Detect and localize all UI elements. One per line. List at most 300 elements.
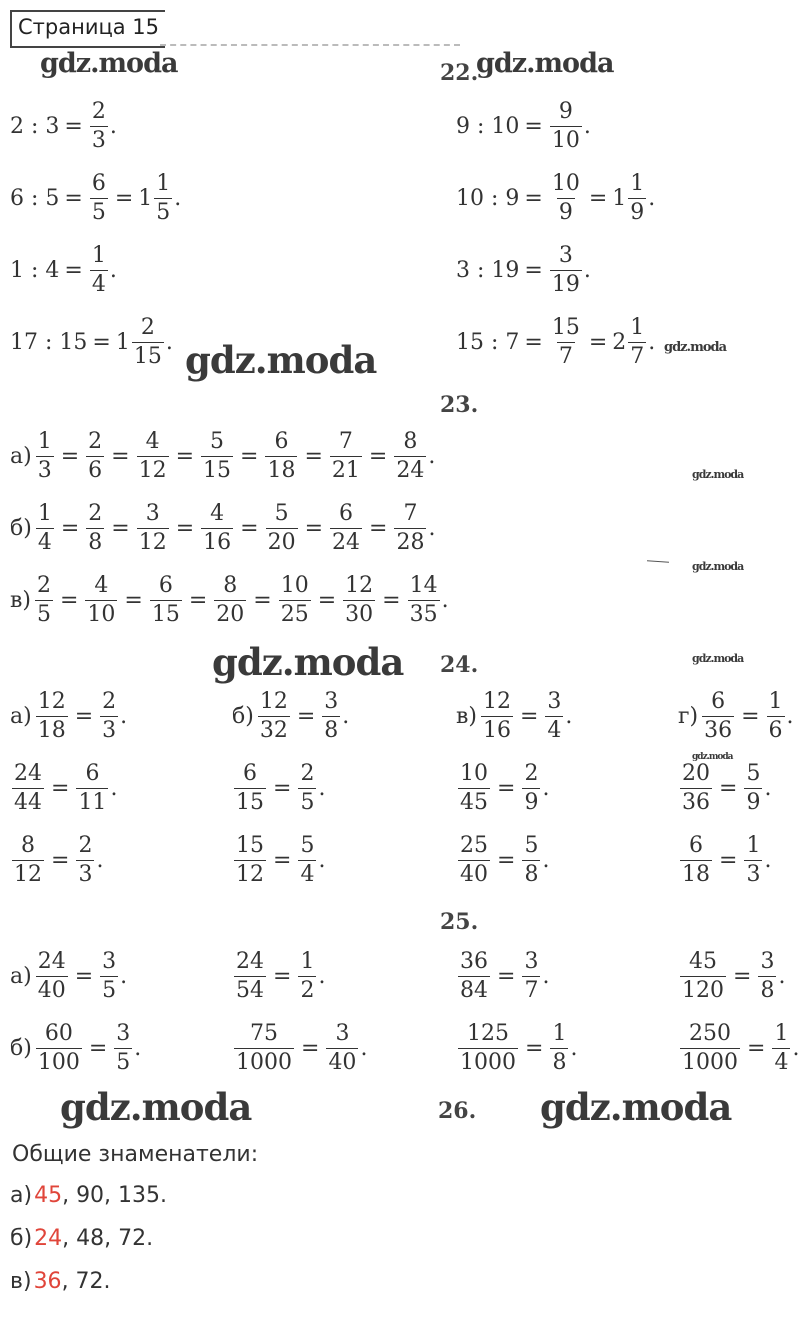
equals-sign: = bbox=[733, 964, 752, 990]
denominator: 32 bbox=[259, 718, 288, 744]
reduction-equation bbox=[232, 834, 325, 887]
equals-sign: = bbox=[60, 444, 80, 470]
equals-sign: = bbox=[240, 444, 259, 470]
numerator: 25 bbox=[460, 833, 488, 858]
denominator: 2 bbox=[300, 978, 315, 1004]
reduction-equation bbox=[232, 1022, 367, 1075]
equals-sign: = bbox=[719, 848, 738, 874]
equals-sign: = bbox=[741, 704, 760, 730]
denominator: 3 bbox=[746, 862, 761, 888]
denominator: 19 bbox=[551, 272, 580, 298]
numerator: 250 bbox=[689, 1021, 731, 1046]
numerator: 10 bbox=[551, 171, 580, 196]
numerator: 7 bbox=[338, 429, 353, 454]
equals-sign: = bbox=[497, 848, 516, 874]
numerator: 3 bbox=[524, 949, 539, 974]
expression: 9 : 10 bbox=[456, 114, 520, 140]
watermark: gdz.moda bbox=[40, 48, 178, 79]
denominator: 4 bbox=[300, 862, 315, 888]
numerator: 3 bbox=[102, 949, 117, 974]
division-equation bbox=[456, 100, 591, 153]
fraction bbox=[744, 762, 762, 815]
item-letter: б) bbox=[10, 1036, 32, 1062]
numerator: 3 bbox=[145, 501, 160, 526]
section-26-label: 26. bbox=[438, 1098, 477, 1124]
numerator: 3 bbox=[547, 689, 562, 714]
equals-sign: = bbox=[74, 704, 94, 730]
numerator: 2 bbox=[102, 689, 117, 714]
numerator: 6 bbox=[339, 501, 354, 526]
denominator: 20 bbox=[216, 602, 245, 628]
denominator: 12 bbox=[138, 530, 167, 556]
period: . bbox=[109, 114, 117, 140]
numerator: 14 bbox=[409, 573, 438, 598]
numerator: 2 bbox=[140, 315, 155, 340]
remaining-values: , 72. bbox=[61, 1269, 111, 1294]
reduction-equation bbox=[232, 950, 325, 1003]
fraction bbox=[628, 172, 646, 225]
numerator: 20 bbox=[682, 761, 710, 786]
fraction bbox=[522, 762, 540, 815]
equals-sign: = bbox=[524, 330, 543, 356]
equals-sign: = bbox=[111, 516, 130, 542]
reduction-equation bbox=[678, 950, 785, 1003]
fraction bbox=[394, 430, 426, 483]
fraction bbox=[767, 690, 785, 743]
denominator: 84 bbox=[460, 978, 488, 1004]
numerator: 6 bbox=[243, 761, 257, 786]
fraction bbox=[550, 172, 582, 225]
period: . bbox=[565, 704, 573, 730]
period: . bbox=[318, 848, 326, 874]
reduction-equation bbox=[678, 1022, 799, 1075]
fraction bbox=[545, 690, 563, 743]
denominator: 16 bbox=[482, 718, 511, 744]
denominator: 8 bbox=[324, 718, 339, 744]
numerator: 3 bbox=[558, 243, 573, 268]
reduction-equation bbox=[456, 1022, 577, 1075]
denominator: 5 bbox=[36, 602, 51, 628]
equals-sign: = bbox=[273, 964, 292, 990]
fraction bbox=[90, 244, 108, 297]
equals-sign: = bbox=[304, 516, 324, 542]
denominator: 9 bbox=[524, 790, 539, 816]
denominator: 4 bbox=[91, 272, 106, 298]
period: . bbox=[786, 704, 794, 730]
fraction bbox=[458, 834, 490, 887]
denominator: 3 bbox=[37, 458, 52, 484]
equals-sign: = bbox=[497, 964, 516, 990]
expression: 3 : 19 bbox=[456, 258, 520, 284]
fraction bbox=[744, 834, 762, 887]
watermark: gdz.moda bbox=[692, 652, 744, 665]
numerator: 2 bbox=[524, 761, 539, 786]
denominator: 25 bbox=[280, 602, 309, 628]
denominator: 7 bbox=[630, 344, 645, 370]
fraction bbox=[279, 574, 311, 627]
watermark: gdz.moda bbox=[185, 338, 377, 382]
fraction bbox=[458, 950, 490, 1003]
equals-sign: = bbox=[525, 1036, 544, 1062]
fraction bbox=[550, 100, 582, 153]
numerator: 1 bbox=[37, 429, 52, 454]
period: . bbox=[428, 444, 436, 470]
period: . bbox=[134, 1036, 142, 1062]
equals-sign: = bbox=[64, 186, 83, 212]
denominator: 40 bbox=[460, 862, 488, 888]
denominator: 9 bbox=[630, 200, 645, 226]
equals-sign: = bbox=[124, 588, 143, 614]
period: . bbox=[342, 704, 350, 730]
reduction-equation bbox=[232, 690, 349, 743]
numerator: 5 bbox=[524, 833, 539, 858]
numerator: 3 bbox=[760, 949, 775, 974]
fraction bbox=[522, 950, 540, 1003]
denominator: 24 bbox=[396, 458, 425, 484]
fraction bbox=[234, 950, 266, 1003]
fraction bbox=[76, 834, 94, 887]
denominator: 40 bbox=[37, 978, 66, 1004]
numerator: 12 bbox=[345, 573, 374, 598]
reduction-equation bbox=[10, 950, 127, 1003]
period: . bbox=[542, 776, 550, 802]
expression: 17 : 15 bbox=[10, 330, 88, 356]
fraction bbox=[628, 316, 646, 369]
denominator: 4 bbox=[547, 718, 562, 744]
period: . bbox=[165, 330, 173, 356]
numerator: 4 bbox=[145, 429, 160, 454]
numerator: 4 bbox=[94, 573, 109, 598]
period: . bbox=[764, 776, 772, 802]
numerator: 1 bbox=[768, 689, 783, 714]
fraction-chain bbox=[10, 430, 435, 483]
fraction bbox=[36, 430, 54, 483]
period: . bbox=[318, 964, 326, 990]
denominator: 35 bbox=[409, 602, 438, 628]
item-letter: а) bbox=[10, 964, 32, 990]
denominator: 12 bbox=[14, 862, 42, 888]
divider bbox=[160, 44, 460, 46]
numerator: 15 bbox=[236, 833, 264, 858]
fraction bbox=[458, 762, 490, 815]
whole-part: 1 bbox=[115, 330, 130, 356]
period: . bbox=[542, 964, 550, 990]
section-25-label: 25. bbox=[440, 909, 479, 935]
whole-part: 1 bbox=[138, 186, 153, 212]
numerator: 2 bbox=[88, 501, 103, 526]
watermark: gdz.moda bbox=[692, 560, 744, 573]
item-letter: б) bbox=[232, 704, 254, 730]
denominator: 30 bbox=[345, 602, 374, 628]
equals-sign: = bbox=[240, 516, 259, 542]
fraction bbox=[36, 690, 68, 743]
item-letter: в) bbox=[10, 1269, 32, 1294]
fraction bbox=[266, 502, 298, 555]
highlighted-value: 36 bbox=[33, 1269, 62, 1294]
equals-sign: = bbox=[51, 848, 70, 874]
highlighted-value: 24 bbox=[34, 1226, 63, 1251]
fraction bbox=[326, 1022, 358, 1075]
fraction bbox=[680, 1022, 740, 1075]
denominator: 5 bbox=[116, 1050, 131, 1076]
equals-sign: = bbox=[64, 258, 83, 284]
numerator: 5 bbox=[210, 429, 225, 454]
division-equation bbox=[10, 244, 117, 297]
equals-sign: = bbox=[175, 516, 195, 542]
period: . bbox=[110, 776, 118, 802]
denominator: 5 bbox=[156, 200, 171, 226]
watermark: gdz.moda bbox=[212, 640, 404, 684]
reduction-equation bbox=[10, 762, 117, 815]
numerator: 10 bbox=[280, 573, 309, 598]
reduction-equation bbox=[10, 834, 103, 887]
reduction-equation bbox=[678, 690, 794, 743]
reduction-equation bbox=[456, 762, 549, 815]
fraction bbox=[702, 690, 734, 743]
equals-sign: = bbox=[64, 114, 83, 140]
equals-sign: = bbox=[304, 444, 323, 470]
equals-sign: = bbox=[51, 776, 70, 802]
denominator: 7 bbox=[558, 344, 573, 370]
denominator: 21 bbox=[331, 458, 360, 484]
numerator: 1 bbox=[630, 315, 645, 340]
numerator: 1 bbox=[300, 949, 315, 974]
denominator: 18 bbox=[37, 718, 66, 744]
division-equation bbox=[10, 316, 173, 369]
watermark: gdz.moda bbox=[664, 340, 727, 355]
fraction bbox=[100, 690, 118, 743]
fraction bbox=[550, 316, 582, 369]
numerator: 24 bbox=[14, 761, 42, 786]
fraction bbox=[76, 762, 108, 815]
numerator: 10 bbox=[460, 761, 488, 786]
numerator: 1 bbox=[630, 171, 645, 196]
fraction bbox=[201, 430, 233, 483]
fraction bbox=[35, 574, 53, 627]
denominator: 45 bbox=[460, 790, 488, 816]
period: . bbox=[542, 848, 550, 874]
denominator: 1000 bbox=[236, 1050, 292, 1076]
period: . bbox=[120, 704, 128, 730]
numerator: 2 bbox=[78, 833, 93, 858]
denominator: 5 bbox=[91, 200, 106, 226]
fraction bbox=[522, 834, 540, 887]
numerator: 2 bbox=[88, 429, 103, 454]
fraction bbox=[758, 950, 776, 1003]
watermark: gdz.moda bbox=[540, 1085, 732, 1129]
division-equation bbox=[456, 172, 655, 225]
denominator: 3 bbox=[78, 862, 93, 888]
fraction bbox=[298, 834, 316, 887]
fraction bbox=[680, 950, 726, 1003]
fraction bbox=[137, 502, 169, 555]
equals-sign: = bbox=[273, 848, 292, 874]
denominator: 15 bbox=[203, 458, 232, 484]
numerator: 12 bbox=[259, 689, 288, 714]
denominator: 100 bbox=[37, 1050, 80, 1076]
reduction-equation bbox=[456, 690, 572, 743]
fraction bbox=[86, 502, 104, 555]
highlighted-value: 45 bbox=[34, 1183, 63, 1208]
denominator: 18 bbox=[267, 458, 296, 484]
fraction bbox=[36, 1022, 82, 1075]
denominator: 12 bbox=[236, 862, 264, 888]
denominator: 3 bbox=[102, 718, 117, 744]
fraction bbox=[234, 1022, 294, 1075]
equals-sign: = bbox=[747, 1036, 766, 1062]
fraction bbox=[154, 172, 172, 225]
denominator: 20 bbox=[267, 530, 296, 556]
period: . bbox=[120, 964, 128, 990]
denominator: 28 bbox=[396, 530, 425, 556]
expression: 1 : 4 bbox=[10, 258, 60, 284]
fraction bbox=[394, 502, 426, 555]
numerator: 6 bbox=[91, 171, 106, 196]
fraction bbox=[12, 834, 44, 887]
fraction bbox=[458, 1022, 518, 1075]
fraction bbox=[234, 762, 266, 815]
numerator: 8 bbox=[223, 573, 238, 598]
equals-sign: = bbox=[111, 444, 130, 470]
fraction bbox=[298, 950, 316, 1003]
denominator: 9 bbox=[746, 790, 761, 816]
denominator: 16 bbox=[203, 530, 232, 556]
equals-sign: = bbox=[253, 588, 272, 614]
denominator: 15 bbox=[133, 344, 162, 370]
fraction bbox=[132, 316, 164, 369]
reduction-equation bbox=[678, 762, 771, 815]
fraction bbox=[234, 834, 266, 887]
numerator: 5 bbox=[746, 761, 761, 786]
denominator: 11 bbox=[78, 790, 107, 816]
fraction bbox=[322, 690, 340, 743]
numerator: 8 bbox=[21, 833, 35, 858]
item-letter: б) bbox=[10, 516, 32, 542]
denominator: 10 bbox=[87, 602, 116, 628]
numerator: 12 bbox=[37, 689, 66, 714]
numerator: 125 bbox=[467, 1021, 509, 1046]
numerator: 2 bbox=[91, 99, 106, 124]
fraction-chain bbox=[10, 574, 449, 627]
common-denominators-title: Общие знаменатели: bbox=[12, 1142, 259, 1167]
section-22-label: 22. bbox=[440, 60, 479, 86]
item-letter: а) bbox=[10, 444, 32, 470]
reduction-equation bbox=[10, 1022, 141, 1075]
fraction bbox=[330, 502, 362, 555]
denominator: 7 bbox=[524, 978, 539, 1004]
equals-sign: = bbox=[114, 186, 134, 212]
denominator: 6 bbox=[88, 458, 103, 484]
numerator: 5 bbox=[300, 833, 315, 858]
denominator-row bbox=[10, 1269, 111, 1294]
numerator: 12 bbox=[482, 689, 511, 714]
equals-sign: = bbox=[74, 964, 94, 990]
period: . bbox=[583, 258, 591, 284]
equals-sign: = bbox=[92, 330, 111, 356]
equals-sign: = bbox=[175, 444, 195, 470]
reduction-equation bbox=[232, 762, 325, 815]
fraction bbox=[90, 172, 108, 225]
reduction-equation bbox=[456, 834, 549, 887]
expression: 6 : 5 bbox=[10, 186, 60, 212]
page-label: Страница 15 bbox=[10, 10, 165, 48]
equals-sign: = bbox=[88, 1036, 108, 1062]
period: . bbox=[174, 186, 182, 212]
period: . bbox=[109, 258, 117, 284]
fraction bbox=[772, 1022, 790, 1075]
fraction bbox=[481, 690, 513, 743]
equals-sign: = bbox=[188, 588, 208, 614]
fraction bbox=[36, 502, 54, 555]
fraction bbox=[137, 430, 169, 483]
remaining-values: , 90, 135. bbox=[62, 1183, 168, 1208]
denominator: 8 bbox=[88, 530, 103, 556]
denominator: 5 bbox=[102, 978, 117, 1004]
period: . bbox=[441, 588, 449, 614]
division-equation bbox=[456, 316, 655, 369]
denominator: 4 bbox=[774, 1050, 789, 1076]
fraction bbox=[258, 690, 290, 743]
numerator: 1 bbox=[37, 501, 52, 526]
remaining-values: , 48, 72. bbox=[62, 1226, 154, 1251]
denominator: 36 bbox=[682, 790, 710, 816]
numerator: 8 bbox=[403, 429, 418, 454]
numerator: 3 bbox=[116, 1021, 131, 1046]
numerator: 6 bbox=[85, 761, 100, 786]
denominator: 10 bbox=[551, 128, 580, 154]
numerator: 36 bbox=[460, 949, 488, 974]
fraction bbox=[114, 1022, 132, 1075]
watermark: gdz.moda bbox=[692, 752, 733, 762]
denominator: 4 bbox=[37, 530, 52, 556]
fraction bbox=[36, 950, 68, 1003]
fraction bbox=[12, 762, 44, 815]
watermark: gdz.moda bbox=[692, 468, 744, 481]
period: . bbox=[570, 1036, 578, 1062]
whole-part: 1 bbox=[612, 186, 627, 212]
period: . bbox=[778, 964, 786, 990]
denominator: 5 bbox=[300, 790, 315, 816]
denominator: 12 bbox=[138, 458, 167, 484]
division-equation bbox=[10, 100, 117, 153]
numerator: 1 bbox=[91, 243, 106, 268]
numerator: 3 bbox=[324, 689, 339, 714]
denominator: 18 bbox=[682, 862, 710, 888]
numerator: 6 bbox=[689, 833, 703, 858]
period: . bbox=[96, 848, 104, 874]
numerator: 6 bbox=[158, 573, 173, 598]
numerator: 60 bbox=[44, 1021, 73, 1046]
item-letter: г) bbox=[678, 704, 699, 730]
denominator: 1000 bbox=[682, 1050, 738, 1076]
denominator: 15 bbox=[151, 602, 180, 628]
period: . bbox=[648, 186, 656, 212]
denominator: 8 bbox=[524, 862, 539, 888]
fraction bbox=[330, 430, 362, 483]
period: . bbox=[648, 330, 656, 356]
numerator: 24 bbox=[236, 949, 264, 974]
period: . bbox=[792, 1036, 800, 1062]
numerator: 7 bbox=[403, 501, 418, 526]
numerator: 1 bbox=[156, 171, 171, 196]
denominator: 3 bbox=[91, 128, 106, 154]
item-letter: а) bbox=[10, 704, 32, 730]
numerator: 75 bbox=[250, 1021, 278, 1046]
equals-sign: = bbox=[497, 776, 516, 802]
equals-sign: = bbox=[588, 330, 608, 356]
denominator-row bbox=[10, 1183, 167, 1208]
fraction bbox=[90, 100, 108, 153]
